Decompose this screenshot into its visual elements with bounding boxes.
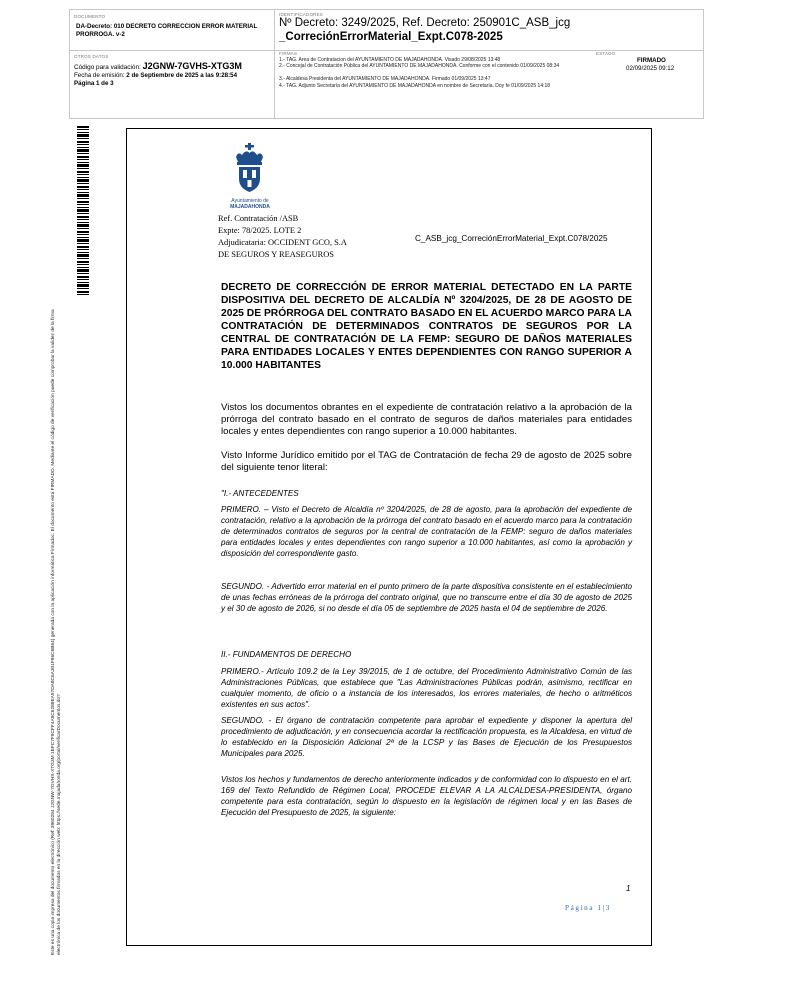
firma-3: 3.- Alcaldesa Presidenta del AYUNTAMIENTO DE MAJADAHONDA. Firmado 01/09/2025 13:47: [279, 76, 491, 82]
estado-label: ESTADO: [596, 51, 616, 56]
decree-line-1: Nº Decreto: 3249/2025, Ref. Decreto: 250901C_ASB_jcg: [279, 17, 571, 29]
verification-side-text: Este es una copia impresa del documento electrónico (Ref: 3960294 J2GNW-7GVHS-XTG3M 1EFC7F9CFF4A9C6289EA57DA8C6A301F96C6B64) generada con la aplicación informática Firmadoc. El documento está FIRMADO. Mediante el código de verificación puede comprobar la validez de la firma electrónica de los documentos firmados en la dirección web: https://sede.majadahonda.org/portal/verificarDocumentos.do?: [51, 309, 62, 955]
antecedentes-heading: "I.- ANTECEDENTES: [221, 489, 299, 498]
validation-code: J2GNW-7GVHS-XTG3M: [142, 61, 242, 71]
otros-datos-label: OTROS DATOS: [74, 54, 109, 59]
estado-value: FIRMADO: [637, 57, 666, 64]
page-info: Página 1 de 3: [74, 80, 114, 87]
ref-expediente: Expte: 78/2025. LOTE 2: [218, 226, 302, 235]
firma-2: 2.- Concejal de Contratación Pública del AYUNTAMIENTO DE MAJADAHONDA. Conforme con el contenido 01/09/2025 08:34: [279, 63, 560, 69]
firma-1: 1.- TAG. Area de Contratacion del AYUNTAMIENTO DE MAJADAHONDA. Visado 29/08/2025 13:48: [279, 57, 501, 63]
paragraph-vistos-hechos: Vistos los hechos y fundamentos de derecho anteriormente indicados y de conformidad con lo dispuesto en el art. 169 del Texto Refundido de Régimen Local, PROCEDE ELEVAR A LA ALCALDESA-PRESIDENTA, órgano competente para esta contratación, según lo dispuesto en la legislación de régimen local y en las Bases de Ejecución del Presupuesto de 2025, la siguiente:: [221, 775, 632, 817]
page-number: 1: [626, 884, 631, 893]
firma-4: 4.- TAG. Adjunto Secretaría del AYUNTAMIENTO DE MAJADAHONDA en nombre de Secretaría. Doy fe 01/09/2025 14:18: [279, 83, 551, 89]
logo-line-2: MAJADAHONDA: [230, 204, 270, 210]
ref-contratacion: Ref. Contratación /ASB: [218, 214, 299, 223]
documento-text: DA-Decreto: 010 DECRETO CORRECCION ERROR MATERIAL PRORROGA. v-2: [76, 23, 258, 38]
identificadores-label: IDENTIFICADORES: [279, 12, 324, 17]
validation-code-line: [74, 62, 242, 72]
pagination: Página 1|3: [565, 904, 611, 912]
fundamentos-heading: II.- FUNDAMENTOS DE DERECHO: [221, 650, 352, 659]
expediente-code: C_ASB_jcg_CorreciónErrorMaterial_Expt.C078/2025: [415, 234, 608, 243]
antecedente-primero: PRIMERO. – Visto el Decreto de Alcaldía nº 3204/2025, de 28 de agosto, para la aprobación del expediente de contratación, relativo a la aprobación de la prórroga del contrato basado en el acuerdo marco para la contratación de determinados contratos de seguros por la central de contratación de la FEMP: seguro de daños materiales para entidades locales y entes dependientes con rango superior a 10.000 habitantes, así como la aprobación y disposición del correspondiente gasto.: [221, 505, 632, 558]
antecedente-segundo: SEGUNDO. - Advertido error material en el punto primero de la parte dispositiva consistente en el establecimiento de unas fechas erróneas de la prórroga del contrato original, que no transcurre entre el día 30 de agosto de 2025 y el 30 de agosto de 2026, si no desde el día 05 de septiembre de 2025 hasta el 04 de septiembre de 2026.: [221, 582, 632, 613]
firmas-label: FIRMAS: [279, 51, 298, 56]
ref-adjudicataria-2: DE SEGUROS Y REASEGUROS: [218, 250, 334, 259]
decree-line-2: _CorreciónErrorMaterial_Expt.C078-2025: [279, 31, 503, 43]
municipality-logo: [222, 143, 278, 210]
paragraph-visto-informe: Visto Informe Jurídico emitido por el TAG de Contratación de fecha 29 de agosto de 2025 sobre del siguiente tenor literal:: [221, 450, 632, 473]
date-label: Fecha de emisión:: [74, 72, 125, 79]
fundamento-segundo: SEGUNDO. - El órgano de contratación competente para aprobar el expediente y disponer la apertura del procedimiento de adjudicación, y en consecuencia acordar la rectificación propuesta, es la Alcaldesa, en virtud de lo establecido en la Disposición Adicional 2ª de la LCSP y las Bases de Ejecución de los Presupuestos Municipales para 2025.: [221, 716, 632, 758]
barcode: [77, 126, 89, 296]
emission-date: 2 de Septiembre de 2025 a las 9:28:54: [126, 72, 238, 79]
decree-title: DECRETO DE CORRECCIÓN DE ERROR MATERIAL DETECTADO EN LA PARTE DISPOSITIVA DEL DECRETO DE ALCALDÍA Nº 3204/2025, DE 28 DE AGOSTO DE 2025 DE PRÓRROGA DEL CONTRATO BASADO EN EL ACUERDO MARCO PARA LA CONTRATACIÓN DE DETERMINADOS CONTRATOS DE SEGUROS POR LA CENTRAL DE CONTRATACIÓN DE LA FEMP: SEGURO DE DAÑOS MATERIALES PARA ENTIDADES LOCALES Y ENTES DEPENDIENTES CON RANGO SUPERIOR A 10.000 HABITANTES: [221, 282, 632, 371]
documento-label: DOCUMENTO: [74, 14, 106, 19]
ref-adjudicataria: Adjudicataria: OCCIDENT GCO, S.A: [218, 238, 347, 247]
fundamento-primero: PRIMERO.- Artículo 109.2 de la Ley 39/2015, de 1 de octubre, del Procedimiento Administrativo Común de las Administraciones Públicas, que establece que "Las Administraciones Públicas podrán, asimismo, rectificar en cualquier momento, de oficio o a instancia de los interesados, los errores materiales, de hecho o aritméticos existentes en sus actos".: [221, 667, 632, 709]
logo-line-1: Ayuntamiento de: [231, 198, 269, 204]
reference-block: [218, 213, 347, 261]
crown-crest-icon: [222, 143, 278, 193]
header-divider-vertical: [274, 10, 275, 118]
emission-date-line: [74, 72, 237, 80]
code-label: Código para validación:: [74, 64, 141, 71]
estado-date: 02/09/2025 09:12: [626, 65, 675, 72]
paragraph-vistos-documentos: Vistos los documentos obrantes en el expediente de contratación relativo a la aprobación de la prórroga del contrato basado en el contrato de seguros de daños materiales para entidades locales y entes dependientes con rango superior a 10.000 habitantes.: [221, 402, 632, 437]
